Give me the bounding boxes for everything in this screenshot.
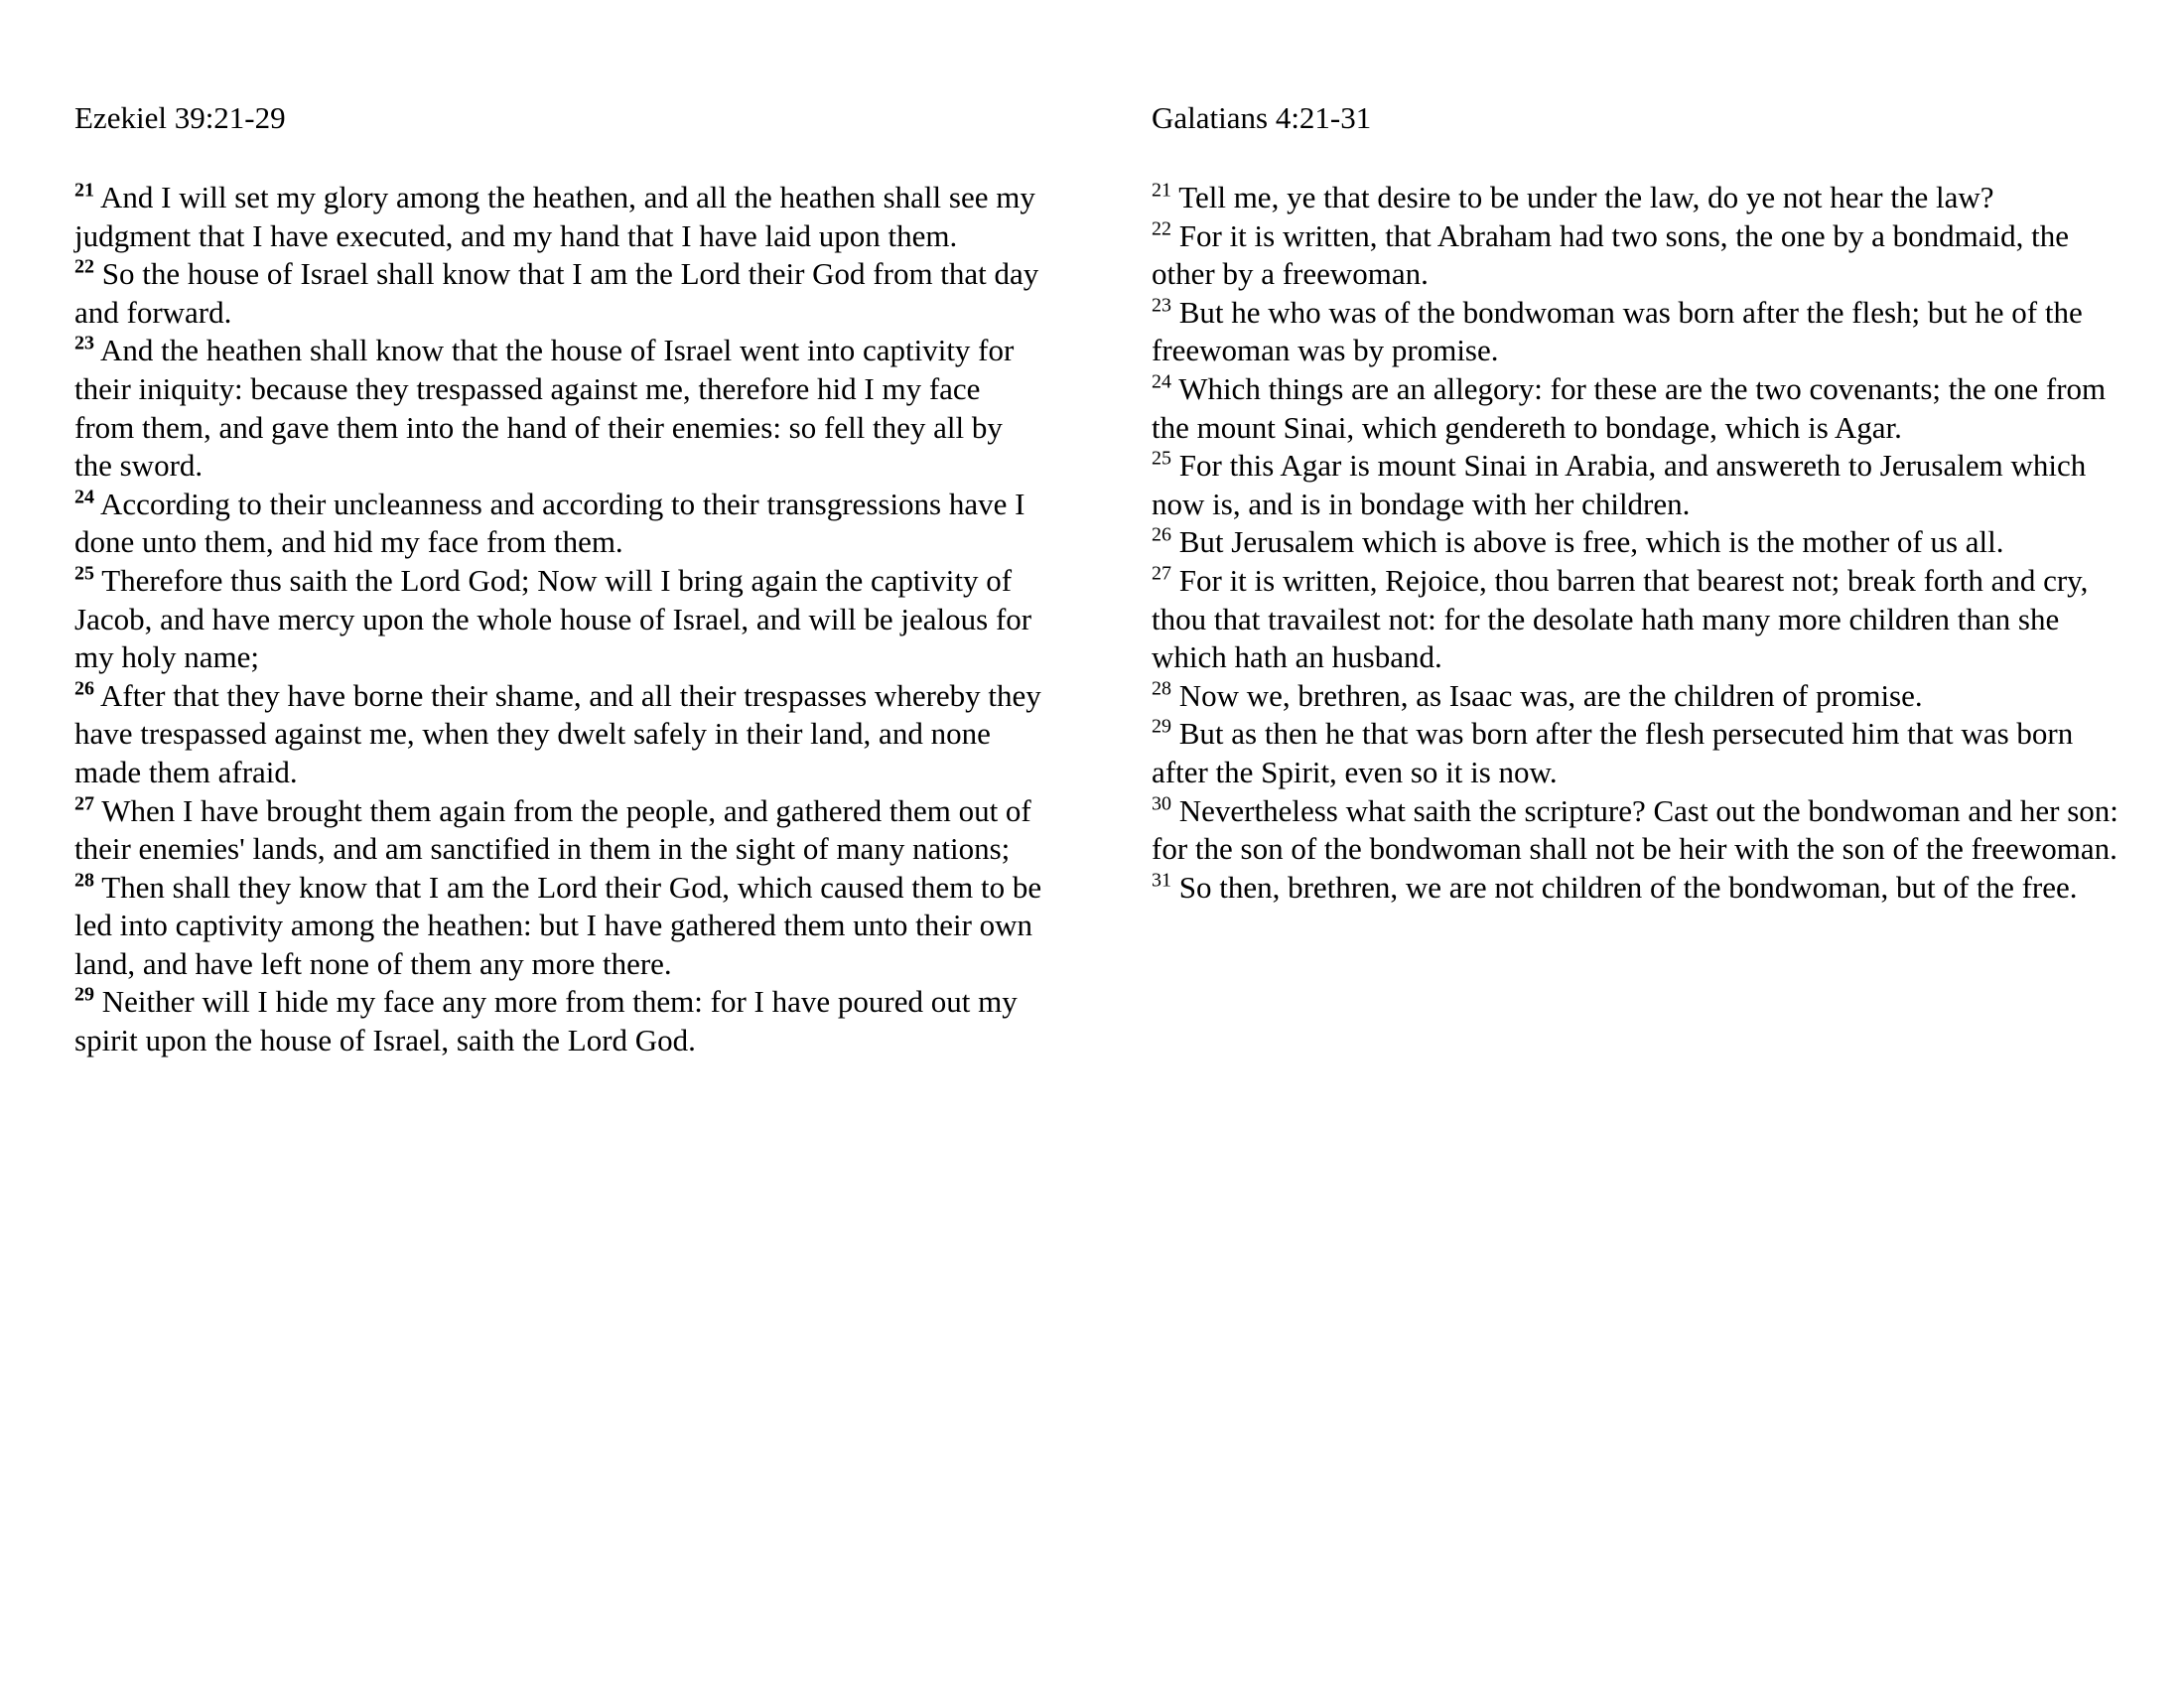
verse — [1152, 294, 2129, 370]
verse-number: 28 — [1152, 677, 1171, 700]
verse — [74, 179, 1042, 255]
verse-text: So the house of Israel shall know that I am the Lord their God from that day and forward. — [74, 256, 1039, 330]
verse-number: 23 — [74, 333, 94, 355]
verse-number: 26 — [1152, 524, 1171, 547]
verse — [74, 677, 1042, 792]
verse-text: So then, brethren, we are not children of the bondwoman, but of the free. — [1171, 869, 2078, 905]
verse — [74, 486, 1042, 562]
verse-number: 22 — [74, 255, 94, 278]
verse-number: 26 — [74, 677, 94, 700]
verse-list — [1152, 179, 2129, 907]
passage-column-galatians — [1152, 99, 2129, 907]
verse — [1152, 523, 2129, 562]
passage-title: Ezekiel 39:21-29 — [74, 100, 286, 135]
verse — [1152, 370, 2129, 447]
verse — [74, 869, 1042, 984]
verse-number: 28 — [74, 869, 94, 892]
verse — [1152, 715, 2129, 791]
verse-text: Now we, brethren, as Isaac was, are the children of promise. — [1171, 677, 1923, 713]
verse — [74, 983, 1042, 1059]
verse-text: Nevertheless what saith the scripture? Cast out the bondwoman and her son: for the son of the bondwoman shall not be heir with the son of the freewoman. — [1152, 792, 2118, 867]
verse-text: For it is written, that Abraham had two sons, the one by a bondmaid, the other by a freewoman. — [1152, 217, 2070, 292]
verse — [1152, 217, 2129, 294]
verse-number: 21 — [1152, 179, 1171, 202]
verse — [1152, 562, 2129, 677]
verse-number: 27 — [74, 792, 94, 815]
verse-list — [74, 179, 1042, 1060]
verse-number: 24 — [74, 486, 94, 508]
verse-number: 27 — [1152, 562, 1171, 585]
verse-text: But as then he that was born after the flesh persecuted him that was born after the Spirit, even so it is now. — [1152, 716, 2074, 789]
passage-column-ezekiel — [74, 99, 1042, 1060]
verse-text: Then shall they know that I am the Lord their God, which caused them to be led into captivity among the heathen: but I have gathered them unto their own land, and have left none of them any more there. — [74, 869, 1042, 981]
verse-number: 21 — [74, 179, 94, 202]
verse — [74, 562, 1042, 677]
verse-number: 31 — [1152, 869, 1171, 892]
verse-text: Tell me, ye that desire to be under the law, do ye not hear the law? — [1171, 180, 1994, 214]
verse — [74, 792, 1042, 869]
verse-text: For it is written, Rejoice, thou barren that bearest not; break forth and cry, thou that travailest not: for the desolate hath many more children than she which hath an husband. — [1152, 562, 2089, 675]
verse-number: 29 — [74, 984, 94, 1007]
verse-number: 25 — [74, 562, 94, 585]
verse — [74, 332, 1042, 485]
verse-text: And the heathen shall know that the house of Israel went into captivity for their iniquity: because they trespassed against me, therefore hid I my face from them, and gave them into the hand of their enemies: so fell they all by the sword. — [74, 333, 1015, 484]
verse-text: According to their uncleanness and according to their transgressions have I done unto them, and hid my face from them. — [74, 486, 1025, 560]
verse-number: 23 — [1152, 294, 1171, 317]
verse-number: 24 — [1152, 370, 1171, 393]
verse-text: But he who was of the bondwoman was born after the flesh; but he of the freewoman was by promise. — [1152, 294, 2083, 368]
verse-number: 22 — [1152, 217, 1171, 240]
verse-text: For this Agar is mount Sinai in Arabia, and answereth to Jerusalem which now is, and is in bondage with her children. — [1152, 448, 2087, 521]
passage-title: Galatians 4:21-31 — [1152, 100, 1372, 135]
verse-text: When I have brought them again from the people, and gathered them out of their enemies' lands, and am sanctified in them in the sight of many nations; — [74, 792, 1031, 867]
verse-text: But Jerusalem which is above is free, which is the mother of us all. — [1171, 524, 2004, 560]
verse — [1152, 792, 2129, 869]
verse — [1152, 677, 2129, 716]
verse-text: Neither will I hide my face any more from them: for I have poured out my spirit upon the house of Israel, saith the Lord God. — [74, 984, 1018, 1058]
verse-number: 30 — [1152, 792, 1171, 815]
verse-text: Which things are an allegory: for these are the two covenants; the one from the mount Sinai, which gendereth to bondage, which is Agar. — [1152, 370, 2107, 445]
verse — [1152, 869, 2129, 908]
verse — [74, 255, 1042, 332]
verse-text: Therefore thus saith the Lord God; Now will I bring again the captivity of Jacob, and have mercy upon the whole house of Israel, and will be jealous for my holy name; — [74, 562, 1032, 675]
verse-text: And I will set my glory among the heathen, and all the heathen shall see my judgment that I have executed, and my hand that I have laid upon them. — [74, 180, 1035, 253]
verse — [1152, 447, 2129, 523]
verse — [1152, 179, 2129, 217]
verse-number: 25 — [1152, 447, 1171, 470]
verse-number: 29 — [1152, 715, 1171, 738]
verse-text: After that they have borne their shame, and all their trespasses whereby they have trespassed against me, when they dwelt safely in their land, and none made them afraid. — [74, 677, 1041, 789]
